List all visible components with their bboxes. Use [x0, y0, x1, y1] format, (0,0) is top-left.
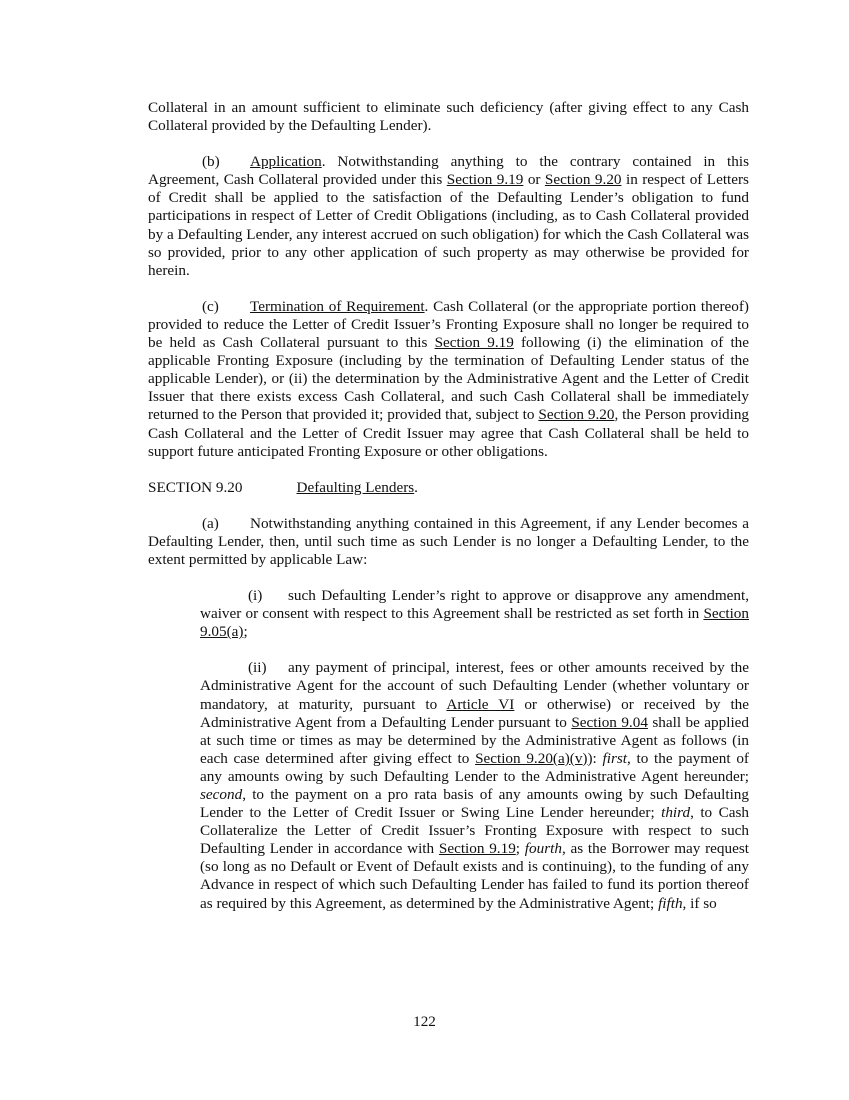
section-reference-link[interactable]: Section 9.19: [438, 840, 516, 858]
paragraph-number: (a): [202, 514, 219, 532]
subparagraph-list: [200, 587, 749, 913]
paragraph-b-application: (b) Application. Notwithstanding anything to the contrary contained in this Agreement, Cash Collateral provided under this Section 9.19 or Section 9.20 in respect of Letters of Credit shall be applied to the satisfaction of the Defaulting Lender’s obligation to fund participations in respect of Letter of Credit Obligations (including, as to Cash Collateral provided by a Defaulting Lender, any interest accrued on such obligation) for which the Cash Collateral was so provided, prior to any other application of such property as may otherwise be provided for herein.: [148, 153, 749, 279]
section-reference-link[interactable]: Section 9.20(a)(v): [475, 749, 588, 767]
section-reference-link[interactable]: Section 9.05(a): [200, 605, 749, 641]
paragraph-heading: Termination of Requirement: [250, 297, 425, 315]
page-number: 122: [413, 1013, 436, 1030]
section-heading: SECTION 9.20 Defaulting Lenders.: [148, 478, 418, 496]
subparagraph-number: (i): [248, 587, 263, 605]
subparagraph-number: (ii): [248, 659, 267, 677]
paragraph-heading: Application: [250, 153, 322, 171]
section-label: SECTION 9.20: [148, 478, 243, 496]
priority-term: fourth: [524, 840, 562, 858]
continuation-paragraph: Collateral in an amount sufficient to eliminate such deficiency (after giving effect to any Cash Collateral provided by the Defaulting Lender).: [148, 99, 749, 135]
priority-term: fifth: [658, 894, 683, 912]
section-reference-link[interactable]: Section 9.04: [571, 713, 648, 731]
subparagraph-i: (i) such Defaulting Lender’s right to approve or disapprove any amendment, waiver or consent with respect to this Agreement shall be restricted as set forth in Section 9.05(a);: [200, 587, 749, 641]
paragraph-c-termination: (c) Termination of Requirement. Cash Collateral (or the appropriate portion thereof) provided to reduce the Letter of Credit Issuer’s Fronting Exposure shall no longer be required to be held as Cash Collateral pursuant to this Section 9.19 following (i) the elimination of the applicable Fronting Exposure (including by the termination of Defaulting Lender status of the applicable Lender), or (ii) the determination by the Administrative Agent and the Letter of Credit Issuer that there exists excess Cash Collateral, and such Cash Collateral shall be immediately returned to the Person that provided it; provided that, subject to Section 9.20, the Person providing Cash Collateral and the Letter of Credit Issuer may agree that Cash Collateral shall be held to support future anticipated Fronting Exposure or other obligations.: [148, 297, 750, 460]
priority-term: first: [602, 749, 627, 767]
section-reference-link[interactable]: Section 9.19: [446, 171, 524, 189]
page-body: [148, 99, 749, 931]
section-reference-link[interactable]: Section 9.20: [544, 171, 622, 189]
section-reference-link[interactable]: Section 9.19: [434, 334, 514, 352]
paragraph-number: (b): [202, 153, 220, 171]
section-reference-link[interactable]: Section 9.20: [538, 406, 615, 424]
paragraph-number: (c): [202, 297, 219, 315]
section-title: Defaulting Lenders: [296, 478, 415, 496]
priority-term: second: [200, 786, 243, 803]
subparagraph-ii: (ii) any payment of principal, interest, fees or other amounts received by the Administrative Agent for the account of such Defaulting Lender (whether voluntary or mandatory, at maturity, pursuant to Article VI or otherwise) or received by the Administrative Agent from a Defaulting Lender pursuant to Section 9.04 shall be applied at such time or times as may be determined by the Administrative Agent as follows (in each case determined after giving effect to Section 9.20(a)(v)): first, to the payment of any amounts owing by such Defaulting Lender to the Administrative Agent hereunder; second, to the payment on a pro rata basis of any amounts owing by such Defaulting Lender to the Letter of Credit Issuer or Swing Line Lender hereunder; third, to Cash Collateralize the Letter of Credit Issuer’s Fronting Exposure with respect to such Defaulting Lender in accordance with Section 9.19; fourth, as the Borrower may request (so long as no Default or Event of Default exists and is continuing), to the funding of any Advance in respect of which such Defaulting Lender has failed to fund its portion thereof as required by this Agreement, as determined by the Administrative Agent; fifth, if so: [200, 659, 750, 912]
article-reference-link[interactable]: Article VI: [446, 695, 515, 713]
priority-term: third: [661, 804, 691, 822]
paragraph-a: (a) Notwithstanding anything contained in this Agreement, if any Lender becomes a Defaulting Lender, then, until such time as such Lender is no longer a Defaulting Lender, to the extent permitted by applicable Law:: [148, 514, 749, 568]
